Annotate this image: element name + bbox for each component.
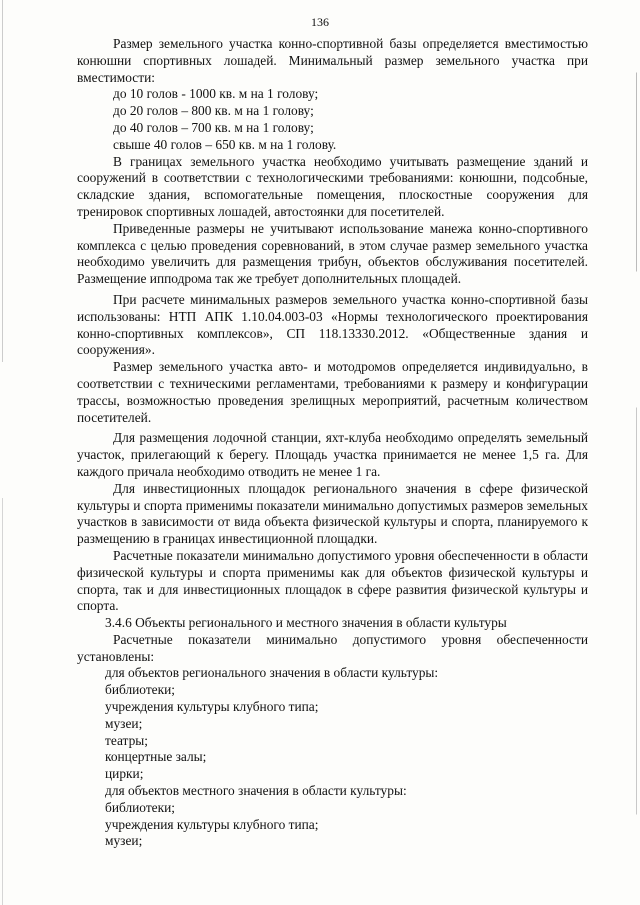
list-item: до 10 голов - 1000 кв. м на 1 голову; bbox=[113, 86, 319, 102]
section-heading: 3.4.6 Объекты регионального и местного значения в области культуры bbox=[105, 615, 507, 631]
paragraph: При расчете минимальных размеров земельного участка конно-спортивной базы использованы: НТП АПК 1.10.04.003-03 «Нормы технологического проектирования конно-спортивных комплексов», СП 118.13330.2012. «Общественные здания и сооружения». bbox=[77, 291, 588, 358]
list-item: концертные залы; bbox=[105, 749, 207, 765]
scan-edge-left bbox=[2, 0, 3, 905]
paragraph: Расчетные показатели минимально допустимого уровня обеспеченности установлены: bbox=[77, 631, 588, 664]
document-body bbox=[77, 36, 588, 850]
list-item: цирки; bbox=[105, 766, 144, 782]
list-item: учреждения культуры клубного типа; bbox=[105, 816, 319, 832]
list-heading: для объектов регионального значения в области культуры: bbox=[105, 665, 439, 681]
list-item: до 40 голов – 700 кв. м на 1 голову; bbox=[113, 119, 314, 135]
list-item: библиотеки; bbox=[105, 682, 176, 698]
paragraph: Для инвестиционных площадок регионального значения в сфере физической культуры и спорта применимы показатели минимально допустимых размеров земельных участков в зависимости от вида объекта физической культуры и спорта, планируемого к размещению в границах инвестиционной площадки. bbox=[77, 480, 588, 547]
paragraph: Размер земельного участка конно-спортивной базы определяется вместимостью конюшни спортивных лошадей. Минимальный размер земельного участка при вместимости: bbox=[77, 36, 588, 85]
list-item: музеи; bbox=[105, 833, 143, 849]
paragraph: Приведенные размеры не учитывают использование манежа конно-спортивного комплекса с целью проведения соревнований, в этом случае размер земельного участка необходимо увеличить для размещения трибун, объектов обслуживания посетителей. Размещение ипподрома так же требует дополнительных площадей. bbox=[77, 220, 588, 287]
list-item: библиотеки; bbox=[105, 799, 176, 815]
page-number: 136 bbox=[311, 15, 329, 29]
list-item: театры; bbox=[105, 732, 148, 748]
paragraph: Расчетные показатели минимально допустимого уровня обеспеченности в области физической культуры и спорта применимы как для объектов физической культуры и спорта, так и для инвестиционных площадок в сфере развития физической культуры и спорта. bbox=[77, 547, 588, 614]
paragraph: Размер земельного участка авто- и мотодромов определяется индивидуально, в соответствии с техническими регламентами, требованиями к размеру и конфигурации трассы, возможностью проведения зрелищных мероприятий, расчетным количеством посетителей. bbox=[77, 359, 588, 425]
scan-edge-right bbox=[636, 0, 637, 905]
list-heading: для объектов местного значения в области культуры: bbox=[105, 783, 407, 799]
list-item: учреждения культуры клубного типа; bbox=[105, 699, 319, 715]
list-item: до 20 голов – 800 кв. м на 1 голову; bbox=[113, 103, 314, 119]
list-item: свыше 40 голов – 650 кв. м на 1 голову. bbox=[113, 136, 337, 152]
paragraph: В границах земельного участка необходимо учитывать размещение зданий и сооружений в соответствии с технологическими требованиями: конюшни, подсобные, складские здания, вспомогательные помещения, плоскостные сооружения для тренировок спортивных лошадей, автостоянки для посетителей. bbox=[77, 153, 588, 219]
paragraph: Для размещения лодочной станции, яхт-клуба необходимо определять земельный участок, прилегающий к берегу. Площадь участка принимается не менее 1,5 га. Для каждого причала необходимо отводить не менее 1 га. bbox=[77, 430, 588, 479]
list-item: музеи; bbox=[105, 715, 143, 731]
